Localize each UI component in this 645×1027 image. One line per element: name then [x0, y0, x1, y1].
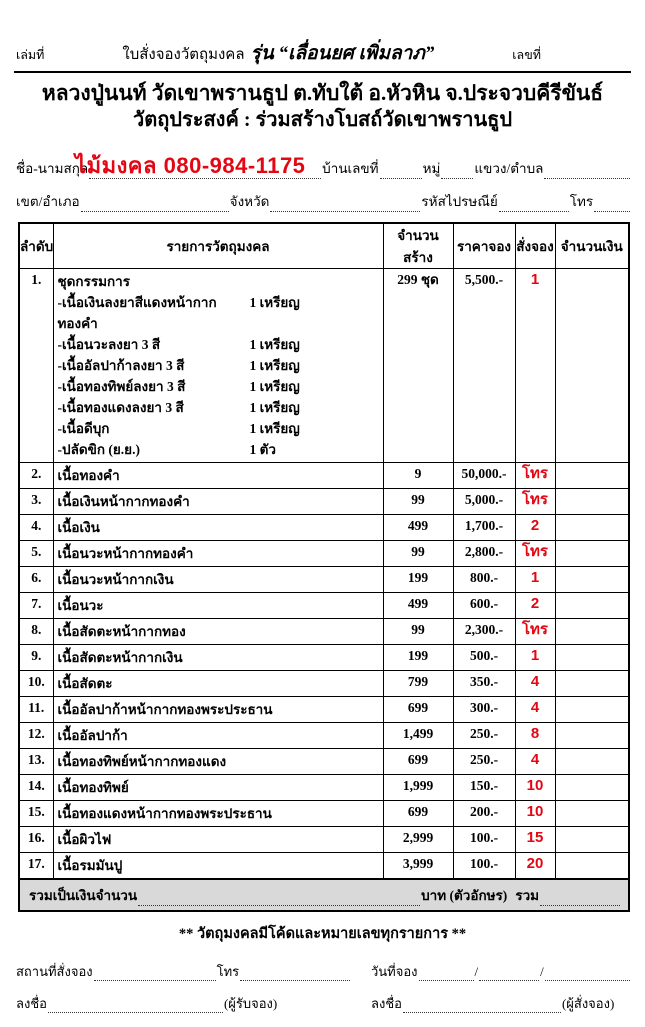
row-number: 11.: [19, 697, 53, 723]
row-item-cell: [53, 645, 383, 671]
row-reserve-price: 250.-: [453, 723, 515, 749]
table-row: [19, 827, 629, 853]
row-amount: [555, 827, 629, 853]
item-name: เนื้อนวะหน้ากากเงิน: [57, 572, 174, 587]
row-item-cell: [53, 697, 383, 723]
row-quantity-made: 9: [383, 463, 453, 489]
row-number: 13.: [19, 749, 53, 775]
item-name: เนื้อทองทิพย์: [57, 780, 129, 795]
title-edition: รุ่น “เลื่อนยศ เพิ่มลาภ”: [250, 43, 435, 64]
sub-item: [58, 397, 379, 418]
item-name: เนื้อรมมันปู: [57, 858, 123, 873]
col-header-made: จำนวนสร้าง: [383, 223, 453, 269]
row-amount: [555, 671, 629, 697]
row-item-cell: [53, 593, 383, 619]
orderer-role-label: (ผู้สั่งจอง): [561, 996, 615, 1011]
table-row: [19, 775, 629, 801]
row-item-cell: [53, 515, 383, 541]
row-quantity-made: 1,499: [383, 723, 453, 749]
row-order-quantity: 4: [515, 671, 555, 697]
header-rule: [14, 71, 631, 73]
sub-item: [58, 334, 379, 355]
province-label: จังหวัด: [229, 194, 270, 209]
row-amount: [555, 801, 629, 827]
row-item-cell: [53, 723, 383, 749]
item-name: เนื้อเงิน: [57, 520, 100, 535]
row-reserve-price: 600.-: [453, 593, 515, 619]
name-label: ชื่อ-นามสกุล: [16, 161, 89, 176]
table-row: [19, 749, 629, 775]
table-row: [19, 645, 629, 671]
row-item-cell: [53, 671, 383, 697]
document-top-row: [15, 38, 630, 68]
title-prefix: ใบสั่งจองวัตถุมงคล: [122, 47, 245, 63]
order-place-label: สถานที่สั่งจอง: [16, 964, 93, 979]
row-number: 3.: [19, 489, 53, 515]
table-row: [19, 593, 629, 619]
row-amount: [555, 269, 629, 463]
row-reserve-price: 1,700.-: [453, 515, 515, 541]
item-name: ชุดกรรมการ: [57, 274, 131, 289]
row-item-cell: [53, 567, 383, 593]
row-amount: [555, 775, 629, 801]
order-form-page: [0, 38, 645, 1011]
row-quantity-made: 299 ชุด: [383, 269, 453, 463]
province-blank: [270, 196, 420, 212]
date-year-blank: [545, 967, 630, 981]
row-item-cell: [53, 853, 383, 880]
row-quantity-made: 799: [383, 671, 453, 697]
row-quantity-made: 99: [383, 619, 453, 645]
row-reserve-price: 300.-: [453, 697, 515, 723]
sub-item-name: -เนื้อดีบุก: [57, 421, 110, 436]
row-order-quantity: 4: [515, 697, 555, 723]
total-label: รวม: [515, 888, 540, 903]
row-reserve-price: 150.-: [453, 775, 515, 801]
sub-item: [58, 439, 379, 460]
row-order-quantity: 2: [515, 515, 555, 541]
sub-item-name: -เนื้อเงินลงยาสีแดงหน้ากากทองคำ: [57, 295, 217, 331]
table-row: [19, 463, 629, 489]
row-number: 2.: [19, 463, 53, 489]
row-amount: [555, 645, 629, 671]
table-row: [19, 801, 629, 827]
row-item-cell: [53, 269, 383, 463]
row-amount: [555, 723, 629, 749]
document-title: [45, 38, 511, 68]
row-amount: [555, 541, 629, 567]
row-item-cell: [53, 775, 383, 801]
row-item-cell: [53, 463, 383, 489]
date-day-blank: [419, 967, 474, 981]
total-cell: [19, 879, 629, 911]
order-table-footer: [19, 879, 629, 911]
row-quantity-made: 199: [383, 567, 453, 593]
row-reserve-price: 100.-: [453, 853, 515, 880]
row-amount: [555, 489, 629, 515]
sum-amount-blank: [138, 890, 420, 906]
subdistrict-label: แขวง/ตำบล: [474, 161, 544, 176]
row-order-quantity: 4: [515, 749, 555, 775]
footer-section: [15, 963, 630, 1027]
customer-name-line: [15, 153, 630, 179]
row-amount: [555, 619, 629, 645]
row-reserve-price: 2,300.-: [453, 619, 515, 645]
sub-item: [58, 292, 379, 334]
row-quantity-made: 99: [383, 541, 453, 567]
table-row: [19, 567, 629, 593]
row-reserve-price: 350.-: [453, 671, 515, 697]
order-table-body: [19, 269, 629, 880]
sub-item-name: -เนื้อทองแดงลงยา 3 สี: [57, 400, 184, 415]
handwritten-name-phone: ไม้มงคล 080-984-1175: [75, 153, 306, 178]
row-quantity-made: 499: [383, 593, 453, 619]
order-date-label: วันที่จอง: [371, 964, 418, 979]
sum-label: รวมเป็นเงินจำนวน: [29, 888, 138, 903]
sub-item: [58, 376, 379, 397]
row-reserve-price: 500.-: [453, 645, 515, 671]
code-note: ** วัตถุมงคลมีโค้ดและหมายเลขทุกรายการ **: [178, 926, 467, 942]
moo-label: หมู่: [422, 161, 441, 176]
district-label: เขต/อำเภอ: [16, 194, 80, 209]
col-header-order: สั่งจอง: [515, 223, 555, 269]
row-number: 15.: [19, 801, 53, 827]
table-row: [19, 853, 629, 880]
item-name: เนื้อนวะหน้ากากทองคำ: [57, 546, 194, 561]
sub-item-name: -เนื้ออัลปาก้าลงยา 3 สี: [57, 358, 185, 373]
row-amount: [555, 567, 629, 593]
sub-item: [58, 355, 379, 376]
row-quantity-made: 699: [383, 801, 453, 827]
row-item-cell: [53, 489, 383, 515]
subdistrict-blank: [544, 163, 630, 179]
house-no-label: บ้านเลขที่: [322, 161, 379, 176]
row-reserve-price: 800.-: [453, 567, 515, 593]
row-reserve-price: 100.-: [453, 827, 515, 853]
row-reserve-price: 250.-: [453, 749, 515, 775]
date-slash-1: /: [474, 964, 479, 979]
row-reserve-price: 5,500.-: [453, 269, 515, 463]
house-no-blank: [380, 163, 422, 179]
row-reserve-price: 5,000.-: [453, 489, 515, 515]
row-number: 1.: [19, 269, 53, 463]
col-header-price: ราคาจอง: [453, 223, 515, 269]
table-row: [19, 541, 629, 567]
row-order-quantity: โทร: [515, 619, 555, 645]
sub-item-qty: 1 เหรียญ: [249, 358, 300, 373]
row-order-quantity: โทร: [515, 489, 555, 515]
row-item-cell: [53, 801, 383, 827]
table-row: [19, 697, 629, 723]
row-number: 7.: [19, 593, 53, 619]
purpose-header-line2: วัตถุประสงค์ : ร่วมสร้างโบสถ์วัดเขาพรานธูป: [132, 109, 513, 131]
row-order-quantity: 8: [515, 723, 555, 749]
col-header-index: ลำดับ: [19, 223, 53, 269]
row-quantity-made: 199: [383, 645, 453, 671]
sign-label-right: ลงชื่อ: [371, 996, 402, 1011]
sub-item-name: -ปลัดขิก (ย.ย.): [57, 442, 140, 457]
row-order-quantity: 1: [515, 567, 555, 593]
order-date-line: [370, 963, 630, 981]
row-amount: [555, 853, 629, 880]
sub-item-qty: 1 เหรียญ: [249, 400, 300, 415]
sub-item-qty: 1 ตัว: [249, 442, 276, 457]
row-amount: [555, 593, 629, 619]
date-month-blank: [479, 967, 539, 981]
item-name: เนื้อสัดตะหน้ากากเงิน: [57, 650, 183, 665]
item-name: เนื้อผิวไฟ: [57, 832, 112, 847]
total-line: [28, 884, 620, 906]
row-number: 17.: [19, 853, 53, 880]
orderer-sign-blank: [403, 999, 561, 1013]
total-row: [19, 879, 629, 911]
table-row: [19, 515, 629, 541]
header-row: [19, 223, 629, 269]
footer-phone-blank: [240, 967, 350, 981]
sub-item-name: -เนื้อนวะลงยา 3 สี: [57, 337, 161, 352]
row-item-cell: [53, 827, 383, 853]
item-name: เนื้ออัลปาก้าหน้ากากทองพระประธาน: [57, 702, 273, 717]
total-blank: [540, 890, 620, 906]
row-quantity-made: 1,999: [383, 775, 453, 801]
sub-item-qty: 1 เหรียญ: [249, 421, 300, 436]
item-name: เนื้อทองทิพย์หน้ากากทองแดง: [57, 754, 227, 769]
row-order-quantity: 1: [515, 645, 555, 671]
row-quantity-made: 699: [383, 749, 453, 775]
row-quantity-made: 99: [383, 489, 453, 515]
table-row: [19, 619, 629, 645]
item-name: เนื้ออัลปาก้า: [57, 728, 128, 743]
row-order-quantity: 15: [515, 827, 555, 853]
row-order-quantity: 20: [515, 853, 555, 880]
phone-blank: [594, 196, 630, 212]
phone-label: โทร: [569, 194, 594, 209]
order-place-line: [15, 963, 350, 981]
row-order-quantity: โทร: [515, 541, 555, 567]
item-name: เนื้อนวะ: [57, 598, 104, 613]
row-number: 16.: [19, 827, 53, 853]
row-amount: [555, 515, 629, 541]
row-order-quantity: 10: [515, 801, 555, 827]
row-quantity-made: 2,999: [383, 827, 453, 853]
customer-address-line: [15, 192, 630, 212]
number-label: เลขที่: [512, 48, 541, 62]
row-number: 12.: [19, 723, 53, 749]
receiver-sign-line: [15, 995, 350, 1013]
row-number: 10.: [19, 671, 53, 697]
col-header-item: รายการวัตถุมงคล: [53, 223, 383, 269]
row-order-quantity: 1: [515, 269, 555, 463]
row-quantity-made: 3,999: [383, 853, 453, 880]
row-item-cell: [53, 541, 383, 567]
row-amount: [555, 463, 629, 489]
order-table-header: [19, 223, 629, 269]
postcode-label: รหัสไปรษณีย์: [421, 194, 498, 209]
row-number: 14.: [19, 775, 53, 801]
temple-header-line1: หลวงปู่นนท์ วัดเขาพรานธูป ต.ทับใต้ อ.หัวหิน จ.ประจวบคีรีขันธ์: [41, 81, 604, 105]
date-slash-2: /: [540, 964, 544, 979]
sub-item-qty: 1 เหรียญ: [249, 379, 300, 394]
moo-blank: [441, 163, 473, 179]
sub-item-name: -เนื้อทองทิพย์ลงยา 3 สี: [57, 379, 186, 394]
baht-label: บาท (ตัวอักษร): [421, 888, 508, 903]
row-number: 5.: [19, 541, 53, 567]
table-row: [19, 269, 629, 463]
row-number: 4.: [19, 515, 53, 541]
row-quantity-made: 499: [383, 515, 453, 541]
col-header-amount: จำนวนเงิน: [555, 223, 629, 269]
sub-item: [58, 418, 379, 439]
row-reserve-price: 2,800.-: [453, 541, 515, 567]
item-name: เนื้อทองแดงหน้ากากทองพระประธาน: [57, 806, 272, 821]
footer-phone-label: โทร: [216, 964, 240, 979]
postcode-blank: [499, 196, 569, 212]
sign-label-left: ลงชื่อ: [16, 996, 47, 1011]
receiver-sign-blank: [48, 999, 223, 1013]
row-order-quantity: 2: [515, 593, 555, 619]
row-reserve-price: 200.-: [453, 801, 515, 827]
row-order-quantity: โทร: [515, 463, 555, 489]
row-reserve-price: 50,000.-: [453, 463, 515, 489]
row-number: 8.: [19, 619, 53, 645]
footer-left-column: [15, 963, 370, 1027]
district-blank: [81, 196, 229, 212]
table-row: [19, 723, 629, 749]
footer-right-column: [370, 963, 630, 1027]
order-place-blank: [94, 967, 216, 981]
table-row: [19, 489, 629, 515]
row-item-cell: [53, 619, 383, 645]
item-name: เนื้อสัดตะ: [57, 676, 113, 691]
item-name: เนื้อเงินหน้ากากทองคำ: [57, 494, 190, 509]
order-table: [18, 222, 630, 912]
orderer-sign-line: [370, 995, 630, 1013]
item-name: เนื้อทองคำ: [57, 468, 120, 483]
row-item-cell: [53, 749, 383, 775]
table-row: [19, 671, 629, 697]
sub-item-qty: 1 เหรียญ: [249, 295, 300, 310]
volume-label: เล่มที่: [16, 48, 45, 62]
row-amount: [555, 697, 629, 723]
receiver-role-label: (ผู้รับจอง): [223, 996, 278, 1011]
row-amount: [555, 749, 629, 775]
sub-item-qty: 1 เหรียญ: [249, 337, 300, 352]
row-quantity-made: 699: [383, 697, 453, 723]
row-number: 6.: [19, 567, 53, 593]
row-order-quantity: 10: [515, 775, 555, 801]
row-number: 9.: [19, 645, 53, 671]
item-name: เนื้อสัดตะหน้ากากทอง: [57, 624, 186, 639]
